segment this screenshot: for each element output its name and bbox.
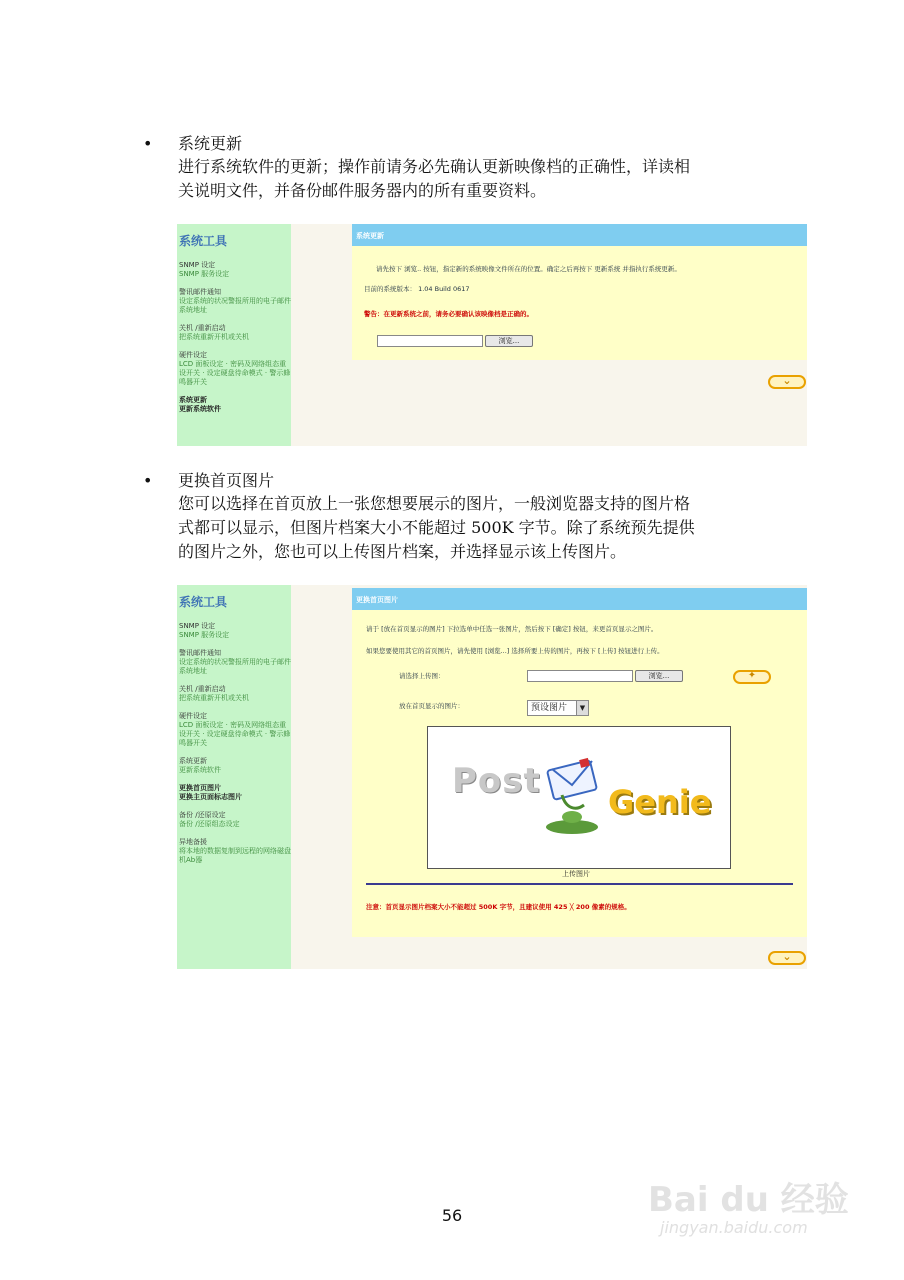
upload-file-input[interactable] — [527, 670, 633, 682]
bullet-icon: • — [143, 134, 153, 153]
sidebar-item-label: 硬件设定 — [179, 351, 207, 359]
sidebar-item-desc: 把系统重新开机或关机 — [179, 333, 249, 341]
sidebar-item-label: 关机 /重新启动 — [179, 685, 226, 693]
paragraph-line: 关说明文件，并备份邮件服务器内的所有重要资料。 — [178, 181, 547, 200]
sidebar-item-mail-alert[interactable] — [179, 649, 291, 676]
upload-label: 请选择上传图： — [399, 672, 445, 680]
sidebar-item-backup[interactable] — [179, 811, 291, 829]
sidebar-item-label: SNMP 设定 — [179, 622, 216, 630]
change-homepage-image-screenshot — [177, 585, 807, 969]
panel-body — [352, 246, 807, 360]
sidebar — [177, 224, 291, 446]
sidebar-item-desc: 设定系统的状况警报所用的电子邮件系统地址 — [179, 658, 291, 675]
browse-button[interactable]: 浏览... — [635, 670, 683, 682]
page-number: 56 — [441, 1206, 463, 1225]
homepage-image-preview — [427, 726, 731, 878]
panel-instruction: 如果您要使用其它的首页图片，请先使用 [浏览...] 选择所要上传的图片，再按下 [上传] 按钮进行上传。 — [366, 647, 664, 655]
chevron-down-icon: ▼ — [576, 701, 588, 715]
display-image-label: 放在首页显示的图片： — [399, 702, 464, 710]
logo-text: Post — [452, 761, 541, 801]
sidebar-item-label: 系统更新 — [179, 757, 207, 765]
sidebar-item-desc: SNMP 服务设定 — [179, 631, 230, 639]
paragraph-line: 式都可以显示，但图片档案大小不能超过 500K 字节。除了系统预先提供 — [178, 518, 695, 537]
chevron-down-icon[interactable]: ⌄ — [768, 375, 806, 389]
divider — [366, 883, 793, 885]
sidebar-item-shutdown[interactable] — [179, 685, 291, 703]
preview-caption: 上传图片 — [562, 870, 590, 878]
chevron-down-icon[interactable]: ⌄ — [768, 951, 806, 965]
bullet-icon: • — [143, 471, 153, 490]
sidebar-item-desc: SNMP 服务设定 — [179, 270, 230, 278]
sidebar-item-label: 关机 /重新启动 — [179, 324, 226, 332]
sidebar-item-hardware[interactable] — [179, 351, 291, 387]
sidebar-item-desc: 设定系统的状况警报所用的电子邮件系统地址 — [179, 297, 291, 314]
section-heading: 更换首页图片 — [178, 471, 275, 490]
system-version: 目前的系统版本： 1.04 Build 0617 — [364, 285, 470, 293]
sidebar-title: 系统工具 — [179, 234, 228, 248]
sidebar-item-label: 更换首页图片 — [179, 784, 221, 792]
sidebar-title: 系统工具 — [179, 595, 228, 609]
image-select[interactable] — [527, 700, 589, 716]
sidebar-item-desc: 更换主页面标志图片 — [179, 793, 242, 801]
sidebar-item-desc: 更新系统软件 — [179, 405, 221, 413]
sidebar-item-snmp[interactable] — [179, 622, 291, 640]
sidebar-item-mail-alert[interactable] — [179, 288, 291, 315]
sidebar-item-remote-backup[interactable] — [179, 838, 291, 865]
file-path-input[interactable] — [377, 335, 483, 347]
sidebar-item-label: 系统更新 — [179, 396, 207, 404]
envelope-icon — [536, 753, 616, 837]
sidebar-item-label: 警讯邮件通知 — [179, 649, 221, 657]
panel-title: 系统更新 — [352, 224, 807, 246]
sidebar-item-label: 备份 /还原设定 — [179, 811, 226, 819]
paragraph-line: 您可以选择在首页放上一张您想要展示的图片，一般浏览器支持的图片格 — [178, 494, 691, 513]
section-heading: 系统更新 — [178, 134, 243, 153]
sidebar-item-label: SNMP 设定 — [179, 261, 216, 269]
system-update-screenshot — [177, 224, 807, 446]
paragraph-line: 进行系统软件的更新；操作前请务必先确认更新映像档的正确性，详读相 — [178, 157, 691, 176]
sidebar-item-label: 警讯邮件通知 — [179, 288, 221, 296]
panel-instruction: 请于 [放在首页显示的图片] 下拉选单中任选一张图片，然后按下 [确定] 按钮，来更首页显示之图片。 — [366, 625, 658, 633]
watermark-brand: Bai du 经验 — [648, 1180, 849, 1220]
panel-title: 更换首页图片 — [352, 588, 807, 610]
sidebar-item-system-update[interactable] — [179, 396, 291, 414]
sidebar-item-shutdown[interactable] — [179, 324, 291, 342]
section-paragraph — [178, 492, 778, 564]
logo-text: Genie — [608, 783, 712, 821]
paragraph-line: 的图片之外，您也可以上传图片档案，并选择显示该上传图片。 — [178, 542, 627, 561]
sidebar-item-homepage-image[interactable] — [179, 784, 291, 802]
sidebar-item-label: 异地备援 — [179, 838, 207, 846]
sidebar-item-desc: 将本地的数据复制到远程的网络磁盘机Ab器 — [179, 847, 291, 864]
sidebar-item-desc: LCD 面板设定 · 密码及网络组态重设开关 · 设定硬盘待命模式 · 警示蜂鸣器开关 — [179, 721, 291, 747]
size-note: 注意：首页显示图片档案大小不能超过 500K 字节，且建议使用 425 ╳ 200 像素的规格。 — [366, 903, 631, 911]
image-select-value: 预设图片 — [531, 703, 568, 713]
sidebar-item-hardware[interactable] — [179, 712, 291, 748]
sidebar — [177, 585, 291, 969]
panel-body — [352, 610, 807, 937]
sidebar-item-desc: 把系统重新开机或关机 — [179, 694, 249, 702]
upload-arrow-icon[interactable]: ✦ — [733, 670, 771, 684]
sidebar-item-desc: 备份 /还原组态设定 — [179, 820, 240, 828]
section-paragraph — [178, 155, 778, 203]
panel-instruction: 请先按下 浏览.. 按钮，指定新的系统映像文件所在的位置。确定之后再按下 更新系统 并指执行系统更新。 — [376, 265, 681, 273]
browse-button[interactable]: 浏览... — [485, 335, 533, 347]
watermark-url: jingyan.baidu.com — [660, 1218, 808, 1237]
sidebar-item-system-update[interactable] — [179, 757, 291, 775]
warning-text: 警告：在更新系统之前，请务必要确认该映像档是正确的。 — [364, 310, 533, 318]
sidebar-item-desc: 更新系统软件 — [179, 766, 221, 774]
sidebar-item-desc: LCD 面板设定 · 密码及网络组态重设开关 · 设定硬盘待命模式 · 警示蜂鸣器开关 — [179, 360, 291, 386]
sidebar-item-label: 硬件设定 — [179, 712, 207, 720]
sidebar-item-snmp[interactable] — [179, 261, 291, 279]
